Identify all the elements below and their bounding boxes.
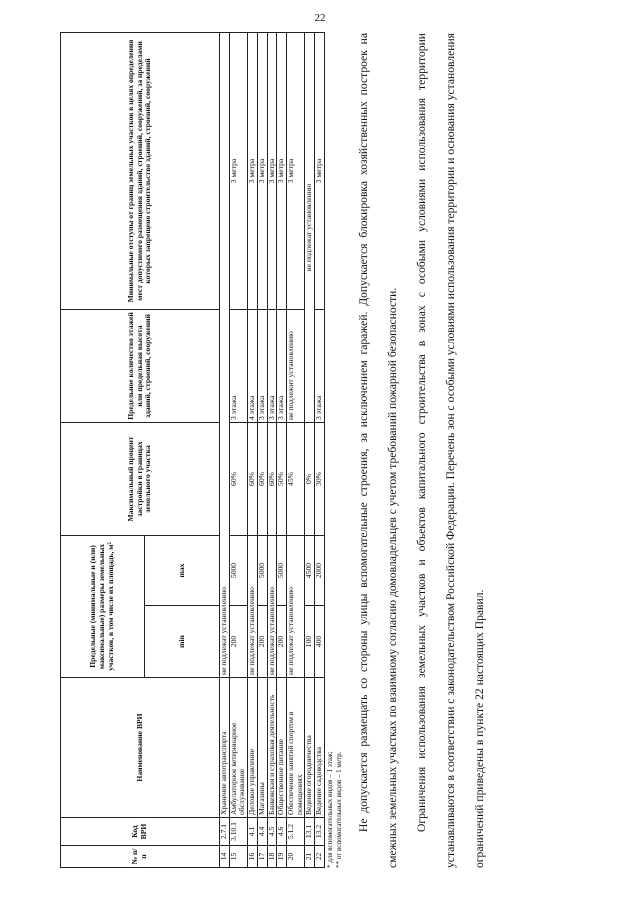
cell-min: 400	[315, 606, 325, 678]
cell-name: Хранение автотранспорта	[220, 678, 230, 818]
cell-percent: 45%	[287, 422, 305, 535]
cell-percent: 30%	[315, 422, 325, 535]
cell-max: 5000	[229, 535, 247, 605]
vri-table	[60, 32, 325, 868]
cell-min: 200	[277, 606, 287, 678]
rotated-content	[60, 33, 585, 868]
cell-min: 200	[257, 606, 267, 678]
cell-num: 16	[248, 846, 258, 868]
cell-min: 200	[229, 606, 247, 678]
cell-sizes-span: не подлежат установлению	[267, 535, 277, 677]
cell-percent: 60%	[229, 422, 247, 535]
header-max: max	[145, 535, 220, 605]
header-code: Код ВРИ	[61, 818, 220, 846]
cell-code: 4.6	[277, 818, 287, 846]
cell-setback: 3 метра	[257, 32, 267, 309]
cell-setback: 3 метра	[287, 32, 305, 309]
header-setback: Минимальные отступы от границ земельных участков в целях определения мест допустимого размещения зданий, строений, сооружений, за пределами которых запрещено строительство зданий, строений, сооружений	[61, 32, 220, 309]
header-sizes: Предельные (минимальные и (или) максимальные) размеры земельных участков, в том числе их площадь, м²	[61, 535, 145, 677]
cell-name: Деловое управление	[248, 678, 258, 818]
header-floors: Предельное количество этажей или предельная высота зданий, строений, сооружений	[61, 309, 220, 422]
cell-code: 4.5	[267, 818, 277, 846]
cell-num: 18	[267, 846, 277, 868]
header-percent: Максимальный процент застройки в границах земельного участка	[61, 422, 220, 535]
cell-max: 5000	[277, 535, 287, 605]
cell-code: 4.1	[248, 818, 258, 846]
cell-code: 13.1	[305, 818, 315, 846]
cell-floors: 4 этажа	[248, 309, 258, 422]
cell-setback: 3 метра	[277, 32, 287, 309]
cell-num: 20	[287, 846, 305, 868]
cell-percent: 60%	[248, 422, 258, 535]
cell-floors: 3 этажа	[267, 309, 277, 422]
page-number: 22	[314, 12, 326, 24]
cell-setback: 3 метра	[267, 32, 277, 309]
cell-percent: 0%	[305, 422, 315, 535]
cell-code: 3.10.1	[229, 818, 247, 846]
footnote: ** от вспомогательных видов – 1 метр.	[335, 751, 344, 868]
footnote: * для вспомогательных видов – 1 этаж;	[325, 751, 334, 868]
cell-num: 14	[220, 846, 230, 868]
cell-min: 100	[305, 606, 315, 678]
cell-num: 19	[277, 846, 287, 868]
paragraph: Не допускается размещать со стороны улицы вспомогательные строения, за исключением гаражей. Допускается блокировка хозяйственных построек на смежных земельных участках по взаимному согласию домовладельцев с учетом требований пожарной безопасности.	[356, 33, 399, 868]
header-num: № п/п	[61, 846, 220, 868]
cell-num: 21	[305, 846, 315, 868]
cell-floors: 3 этажа	[277, 309, 287, 422]
cell-setback: 3 метра	[229, 32, 247, 309]
cell-name: Общественное питание	[277, 678, 287, 818]
footnotes	[326, 33, 345, 868]
cell-name: Ведение садоводства	[315, 678, 325, 818]
cell-percent: 60%	[267, 422, 277, 535]
cell-code: 4.4	[257, 818, 267, 846]
cell-name: Амбулаторное ветеринарное обслуживание	[229, 678, 247, 818]
cell-max: 2000	[315, 535, 325, 605]
cell-code: 13.2	[315, 818, 325, 846]
cell-percent: 50%	[277, 422, 287, 535]
cell-name: Обеспечение занятий спортом в помещениях	[287, 678, 305, 818]
cell-max: 4500	[305, 535, 315, 605]
cell-span: не подлежат установлению	[220, 32, 230, 677]
cell-num: 22	[315, 846, 325, 868]
cell-sizes-span: не подлежат установлению	[287, 535, 305, 677]
cell-floors: 3 этажа	[257, 309, 267, 422]
cell-setback: 3 метра	[248, 32, 258, 309]
cell-setback: 3 метра	[315, 32, 325, 309]
cell-floors: 3 этажа	[229, 309, 247, 422]
cell-num: 17	[257, 846, 267, 868]
header-name: Наименование ВРИ	[61, 678, 220, 818]
cell-code: 5.1.2	[287, 818, 305, 846]
cell-num: 15	[229, 846, 247, 868]
cell-floors: 3 этажа	[315, 309, 325, 422]
header-min: min	[145, 606, 220, 678]
cell-sizes-span: не подлежат установлению	[248, 535, 258, 677]
cell-name: Магазины	[257, 678, 267, 818]
cell-tail-span: не подлежат установлению	[305, 32, 315, 422]
cell-code: 2.7.1	[220, 818, 230, 846]
paragraph: Ограничения использования земельных участков и объектов капитального строительства в зонах с особыми условиями использования территории устанавливаются в соответствии с законодательством Российской Федерации. Перечень зон с особыми условиями использования территории и основания установления ограничений приведены в пункте 22 настоящих Правил.	[414, 33, 486, 868]
cell-name: Ведение огородничества	[305, 678, 315, 818]
cell-name: Банковская и страховая деятельность	[267, 678, 277, 818]
body-text	[349, 33, 494, 868]
cell-max: 5000	[257, 535, 267, 605]
cell-percent: 60%	[257, 422, 267, 535]
cell-floors: не подлежит установлению	[287, 309, 305, 422]
